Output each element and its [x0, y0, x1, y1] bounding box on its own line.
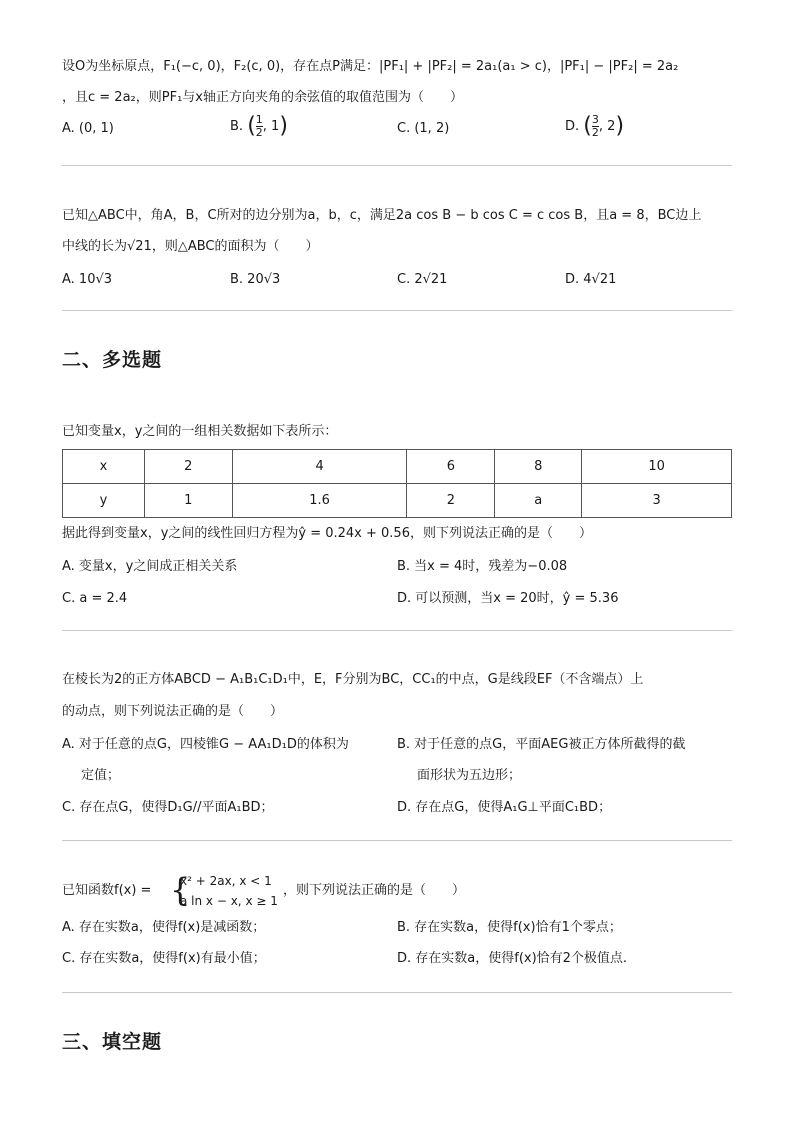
q5-option-a[interactable]: A. 存在实数a，使得f(x)是减函数； [62, 920, 266, 935]
q4-option-b-line2[interactable]: 面形状为五边形； [417, 768, 522, 783]
section-heading-multi-choice: 二、多选题 [62, 349, 163, 371]
q3-option-b[interactable]: B. 当x = 4时，残差为−0.08 [397, 559, 568, 574]
q1-option-b-rest: , 1 [262, 119, 280, 134]
q5-case-1: x² + 2ax, x < 1 [180, 874, 272, 888]
q3-stem: 据此得到变量x，y之间的线性回归方程为ŷ = 0.24x + 0.56，则下列说法正确的是（ ） [62, 526, 592, 541]
q1-option-d-num: 3 [591, 113, 599, 126]
divider [62, 840, 732, 841]
q1-option-a[interactable]: A. (0, 1) [62, 121, 114, 136]
q3-data-table [62, 449, 732, 518]
q3-option-a[interactable]: A. 变量x，y之间成正相关关系 [62, 559, 238, 574]
divider [62, 992, 732, 993]
table-cell: 2 [407, 484, 495, 518]
table-cell: 1 [144, 484, 232, 518]
table-cell: y [63, 484, 145, 518]
q4-option-a-line2[interactable]: 定值； [81, 768, 121, 783]
q4-option-a-line1[interactable]: A. 对于任意的点G，四棱锥G − AA₁D₁D的体积为 [62, 737, 349, 752]
q3-intro: 已知变量x，y之间的一组相关数据如下表所示： [62, 424, 338, 439]
q2-option-a[interactable]: A. 10√3 [62, 272, 113, 287]
table-cell: a [495, 484, 582, 518]
q4-option-d[interactable]: D. 存在点G，使得A₁G⊥平面C₁BD； [397, 800, 612, 815]
section-heading-fill-in: 三、填空题 [62, 1031, 163, 1053]
q5-case-2: a ln x − x, x ≥ 1 [180, 894, 278, 908]
brace-icon: { [170, 871, 191, 909]
q1-option-b-den: 2 [255, 126, 263, 139]
q1-option-d-label: D. [565, 119, 580, 134]
q2-option-c[interactable]: C. 2√21 [397, 272, 448, 287]
table-cell: 3 [582, 484, 732, 518]
q5-option-b[interactable]: B. 存在实数a，使得f(x)恰有1个零点； [397, 920, 622, 935]
table-row [63, 450, 732, 484]
q2-option-b[interactable]: B. 20√3 [230, 272, 281, 287]
q4-stem-line1: 在棱长为2的正方体ABCD − A₁B₁C₁D₁中，E，F分别为BC，CC₁的中点，G是线段EF（不含端点）上 [62, 672, 644, 687]
q2-stem-line2: 中线的长为√21，则△ABC的面积为（ ） [62, 239, 319, 254]
q1-stem-line2: ，且c = 2a₂，则PF₁与x轴正方向夹角的余弦值的取值范围为（ ） [62, 90, 463, 105]
table-cell: x [63, 450, 145, 484]
q4-stem-line2: 的动点，则下列说法正确的是（ ） [62, 704, 284, 719]
q1-option-d-rest: , 2 [598, 119, 616, 134]
table-cell: 2 [144, 450, 232, 484]
q1-option-b-num: 1 [255, 113, 263, 126]
divider [62, 310, 732, 311]
q1-option-b-label: B. [230, 119, 244, 134]
table-cell: 6 [407, 450, 495, 484]
q5-option-c[interactable]: C. 存在实数a，使得f(x)有最小值； [62, 951, 266, 966]
q4-option-c[interactable]: C. 存在点G，使得D₁G//平面A₁BD； [62, 800, 274, 815]
q1-option-d-den: 2 [591, 126, 599, 139]
table-cell: 10 [582, 450, 732, 484]
q3-option-d[interactable]: D. 可以预测，当x = 20时，ŷ = 5.36 [397, 591, 619, 606]
q5-stem-suffix: ，则下列说法正确的是（ ） [283, 883, 466, 898]
q5-stem-prefix: 已知函数f(x) = [62, 883, 152, 898]
divider [62, 630, 732, 631]
divider [62, 165, 732, 166]
table-cell: 1.6 [232, 484, 407, 518]
q1-option-c[interactable]: C. (1, 2) [397, 121, 450, 136]
table-cell: 4 [232, 450, 407, 484]
table-row [63, 484, 732, 518]
q1-option-d[interactable]: D. ( $\frac{3}{2}$ , 2) [565, 113, 625, 139]
q2-stem-line1: 已知△ABC中，角A，B，C所对的边分别为a，b，c，满足2a cos B − b cos C = c cos B，且a = 8，BC边上 [62, 208, 702, 223]
q1-option-b[interactable]: B. ( $\frac{1}{2}$ , 1) [230, 113, 288, 139]
q2-option-d[interactable]: D. 4√21 [565, 272, 617, 287]
q5-option-d[interactable]: D. 存在实数a，使得f(x)恰有2个极值点. [397, 951, 628, 966]
q4-option-b-line1[interactable]: B. 对于任意的点G，平面AEG被正方体所截得的截 [397, 737, 686, 752]
q1-stem-line1: 设O为坐标原点，F₁(−c, 0)，F₂(c, 0)，存在点P满足：|PF₁| + |PF₂| = 2a₁(a₁ > c)，|PF₁| − |PF₂| = 2a₂ [62, 59, 679, 74]
table-cell: 8 [495, 450, 582, 484]
q3-option-c[interactable]: C. a = 2.4 [62, 591, 128, 606]
